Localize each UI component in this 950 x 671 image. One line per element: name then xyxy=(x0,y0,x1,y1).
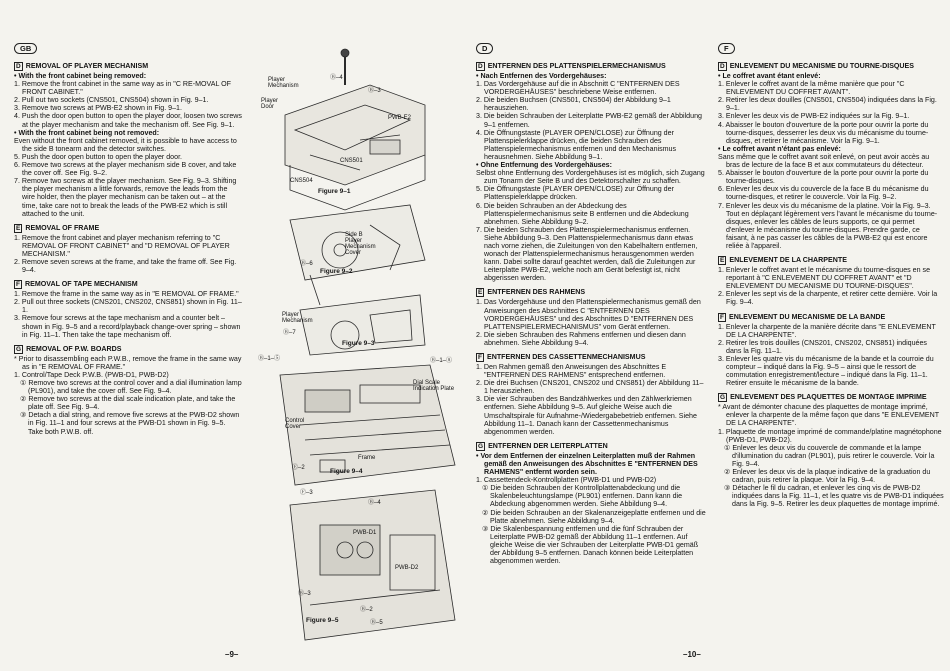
page-9 xyxy=(0,0,470,671)
instruction-line: Sans même que le coffret avant soit enlevé, on peut avoir accès au bras de lecture de la face B et aux commutateurs du détecteur. xyxy=(718,152,930,170)
label-b6: Ⓑ–6 xyxy=(300,261,313,267)
section-d xyxy=(14,62,242,218)
figure-9-3-label: Figure 9–3 xyxy=(342,340,375,347)
label-b4: Ⓑ–4 xyxy=(330,75,343,81)
section-e xyxy=(476,288,706,347)
instruction-line: 1. Enlever le coffret avant de la même manière que pour "C ENLEVEMENT DU COFFRET AVANT". xyxy=(718,80,905,97)
german-sections xyxy=(476,62,706,565)
instruction-line: 1. Control/Tape Deck P.W.B. (PWB-D1, PWB-D2) xyxy=(14,370,169,379)
section-heading xyxy=(14,280,242,289)
section-e xyxy=(718,256,944,306)
section-g xyxy=(476,442,706,565)
instruction-line: ③ Détacher le fil du cadran, et enlever les cinq vis de PWB-D2 indiquées dans la Fig. 11–1, et les quatre vis de PWB-D1 indiquées dans la Fig. 9–5. Retirer les deux plaquettes de montage imprimé. xyxy=(724,484,944,509)
section-letter: G xyxy=(16,345,22,353)
section-f xyxy=(718,313,944,388)
label-e2: Ⓔ–2 xyxy=(292,465,305,471)
section-g xyxy=(718,393,944,508)
instruction-line: • With the front cabinet being removed: xyxy=(14,72,147,80)
instruction-line: 7. Enlever les deux vis du mécanisme de la platine. Voir la Fig. 9–3. Tout en déplaçant légèrement vers l'avant le mécanisme du tourne-disques, enlever les câbles de leurs supports, ce qui permet d'enlever le mécanisme du tourne-disques. Prendre garde, ce faisant, à ne pas casser les câbles de la PWB-E2 qui est encore reliée à l'appareil. xyxy=(718,201,938,250)
instruction-line: 2. Pull out two sockets (CNS501, CNS504) shown in Fig. 9–1. xyxy=(14,96,209,105)
instruction-line: 5. Abaisser le bouton d'ouverture de la porte pour ouvrir la porte du tourne-disques. xyxy=(718,169,929,186)
language-badge: GB xyxy=(14,43,37,54)
section-letter: G xyxy=(478,442,484,450)
instruction-line: ① Enlever les deux vis du couvercle de commande et la lampe d'illumination du cadran (PL901), puis retirer le couvercle. Voir la Fig. 9–4. xyxy=(724,443,935,468)
label-b1-8: Ⓑ–1–⑧ xyxy=(430,358,453,364)
french-sections xyxy=(718,62,944,509)
section-g xyxy=(14,345,242,436)
instruction-line: 1. Den Rahmen gemäß den Anweisungen des Abschnittes E "ENTFERNEN DES RAHMENS" entsprechend entfernen. xyxy=(476,363,667,380)
instruction-line: 2. Die drei Buchsen (CNS201, CNS202 und CNS851) der Abbildung 11–1 herausziehen. xyxy=(476,379,704,396)
section-letter: D xyxy=(478,63,483,70)
page-number-10: –10– xyxy=(683,650,701,659)
label-player-mechanism: Player Mechanism xyxy=(268,77,299,89)
instruction-line: • Vor dem Entfernen der einzelnen Leiterplatten muß der Rahmen gemäß den Anweisungen des Abschnittes E "ENTFERNEN DES RAHMENS" entfernt worden sein. xyxy=(476,451,698,477)
section-heading xyxy=(14,62,242,71)
instruction-line: 5. Push the door open button to open the player door. xyxy=(14,152,183,161)
section-heading xyxy=(14,224,242,233)
section-heading xyxy=(718,393,944,402)
section-title: ENTFERNEN DES RAHMENS xyxy=(487,288,586,297)
label-dial-scale: Dial Scale Indication Plate xyxy=(413,380,455,392)
section-heading xyxy=(718,313,944,322)
instruction-line: 1. Enlever le coffret avant et le mécanisme du tourne-disques en se reportant à "C ENLEVEMENT DU COFFRET AVANT" et "D ENLEVEMENT DU MECANISME DU TOURNE-DISQUES". xyxy=(718,266,931,291)
instruction-line: • Nach Entfernen des Vordergehäuses: xyxy=(476,72,607,80)
section-letter: E xyxy=(16,224,21,232)
section-title: ENTFERNEN DER LEITERPLATTEN xyxy=(488,441,608,450)
section-title: ENLEVEMENT DU MECANISME DE LA BANDE xyxy=(728,312,886,321)
instruction-line: ③ Die Skalenbespannung entfernen und die fünf Schrauben der Leiterplatte PWB-D2 gemäß der Abbildung 11–1 entfernen. Auf gleiche Weise die vier Schrauben der Leiterplatte PWB-D1 gemäß der Abbildung 9–5 entfernen. Danach können beide Leiterplatten abgenommen werden. xyxy=(482,524,699,566)
section-heading xyxy=(476,442,706,451)
instruction-line: • Le coffret avant n'étant pas enlevé: xyxy=(718,144,841,153)
instruction-line: 6. Die beiden Schrauben an der Abdeckung des Plattenspielermechanismus seite B entfernen und die Abdeckung abnehmen. Siehe Abbildung 9–2. xyxy=(476,201,689,226)
instruction-line: 3. Remove four screws at the tape mechanism and a counter belt – shown in Fig. 9–5 and a record/playback change-over spring – shown in Fig. 11–1. Then take the tape mechanism off. xyxy=(14,314,241,339)
instruction-line: 6. Enlever les deux vis du couvercle de la face B du mécanisme du tourne-disques, et retirer le couvercle. Voir la Fig. 9–2. xyxy=(718,185,929,202)
instruction-line: 5. Die Öffnungstaste (PLAYER OPEN/CLOSE) zur Öffnung der Plattenspielerklappe drücken. xyxy=(476,185,674,202)
section-title: REMOVAL OF TAPE MECHANISM xyxy=(24,280,138,289)
label-cns504: CNS504 xyxy=(290,178,313,184)
section-letter: D xyxy=(16,63,21,70)
section-d xyxy=(718,62,944,250)
label-pwb-d2: PWB-D2 xyxy=(395,565,419,571)
column-english xyxy=(14,43,242,436)
instruction-line: 1. Remove the front cabinet and player mechanism referring to "C REMOVAL OF FRONT CABINET" and "D REMOVAL OF PLAYER MECHANISM." xyxy=(14,233,230,258)
section-e xyxy=(14,224,242,274)
label-player-mechanism-2: Player Mechanism xyxy=(282,312,313,324)
column-french xyxy=(718,43,944,509)
section-title: REMOVAL OF FRAME xyxy=(25,223,100,232)
section-title: ENLEVEMENT DU MECANISME DU TOURNE-DISQUES xyxy=(729,62,915,70)
label-cns501: CNS501 xyxy=(340,158,363,164)
instruction-line: 2. Retirer les deux douilles (CNS501, CNS504) indiquées dans la Fig. 9–1. xyxy=(718,96,937,113)
instruction-line: 1. Remove the front cabinet in the same way as in "C RE-MOVAL OF FRONT CABINET." xyxy=(14,80,231,97)
section-title: ENLEVEMENT DES PLAQUETTES DE MONTAGE IMPRIME xyxy=(730,393,927,402)
figures-illustration xyxy=(250,45,465,650)
label-b1-5: Ⓑ–1–⑤ xyxy=(258,356,281,362)
label-b7: Ⓑ–7 xyxy=(283,330,296,336)
instruction-line: 4. Abaisser le bouton d'ouverture de la porte pour ouvrir la porte du tourne-disques, desserrer les deux vis du mécanisme du tourne-disques, et retirer le mécanisme. Voir la Fig. 9–1. xyxy=(718,120,929,145)
label-b3-fig5: Ⓑ–3 xyxy=(298,591,311,597)
label-side-b-cover: Side B Player Mechanism Cover xyxy=(345,232,376,256)
instruction-line: • Le coffret avant étant enlevé: xyxy=(718,72,821,80)
language-badge-de: D xyxy=(476,43,493,54)
label-b2: Ⓑ–2 xyxy=(360,607,373,613)
section-title: REMOVAL OF P.W. BOARDS xyxy=(26,344,122,353)
instruction-line: ② Die beiden Schrauben an der Skalenanzeigeplatte entfernen und die Platte abnehmen. Siehe Abbildung 9–4. xyxy=(482,508,706,525)
instruction-line: 6. Remove two screws at the player mechanism side B cover, and take the cover off. See Fig. 9–2. xyxy=(14,161,237,178)
label-pwb-e2: PWB-E2 xyxy=(388,115,412,121)
section-heading xyxy=(718,256,944,265)
instruction-line: 1. Das Vordergehäuse auf die in Abschnitt C "ENTFERNEN DES VORDERGEHÄUSES" beschriebene Weise entfernen. xyxy=(476,80,680,97)
column-german xyxy=(476,43,706,565)
section-letter: E xyxy=(720,257,725,265)
instruction-line: Even without the front cabinet removed, it is possible to have access to the side B tonearm and the detector switches. xyxy=(14,136,237,153)
figure-9-1-label: Figure 9–1 xyxy=(318,188,351,195)
label-frame: Frame xyxy=(358,455,376,461)
instruction-line: 4. Die Öffnungstaste (PLAYER OPEN/CLOSE) zur Öffnung der Plattenspielerklappe drücken, die beiden Schrauben des Plattenspielermechanismus entfernen und den Mechanismus herausnehmen. Siehe Abbildung 9–1. xyxy=(476,128,677,161)
instruction-line: ③ Detach a dial string, and remove five screws at the PWB-D2 shown in Fig. 11–1 and four screws at the PWB-D1 shown in Fig. 9–5. Take both P.W.B. off. xyxy=(20,411,240,436)
instruction-line: * Avant de démonter chacune des plaquettes de montage imprimé, enlever la charpente de la même façon que dans "E ENLEVEMENT DE LA CHARPENTE". xyxy=(718,403,939,428)
section-letter: G xyxy=(720,394,726,402)
section-heading xyxy=(718,62,944,71)
instruction-line: 2. Retirer les trois douilles (CNS201, CNS202, CNS851) indiquées dans la Fig. 11–1. xyxy=(718,338,927,355)
section-heading xyxy=(476,288,706,297)
instruction-line: 1. Cassettendeck-Kontrollplatten (PWB-D1 und PWB-D2) xyxy=(476,476,657,485)
instruction-line: 1. Enlever la charpente de la manière décrite dans "E ENLEVEMENT DE LA CHARPENTE". xyxy=(718,322,936,339)
instruction-line: • Ohne Entfernung des Vordergehäuses: xyxy=(476,161,612,170)
instruction-line: 3. Enlever les deux vis de PWB-E2 indiquées sur la Fig. 9–1. xyxy=(718,112,910,121)
section-f xyxy=(476,353,706,436)
section-title: ENLEVEMENT DE LA CHARPENTE xyxy=(729,256,847,265)
page-10 xyxy=(470,0,950,671)
instruction-line: 3. Die vier Schrauben des Bandzählwerkes und den Zählwerkriemen entfernen. Siehe Abbildung 9–5. Auf gleiche Weise auch die Umschaltspirale für Aufnahme-/Wiedergabebetrieb entfernen. Siehe Abbildung 11–1. Danach kann der Cassettenmechanismus abgenommen werden. xyxy=(476,395,697,436)
instruction-line: 1. Das Vordergehäuse und den Plattenspielermechanismus gemäß den Anweisungen des Abschnittes C "ENTFERNEN DES VORDERGEHÄUSES" und des Abschnittes D "ENTFERNEN DES PLATTENSPIELERMECHANISMUS" vom Gerät entfernen. xyxy=(476,298,701,331)
instruction-line: 1. Plaquette de montage imprimé de commande/platine magnétophone (PWB-D1, PWB-D2). xyxy=(718,427,942,444)
instruction-line: 2. Remove seven screws at the frame, and take the frame off. See Fig. 9–4. xyxy=(14,257,237,275)
instruction-line: 2. Pull out three sockets (CNS201, CNS202, CNS851) shown in Fig. 11–1. xyxy=(14,298,242,315)
label-pwb-d1: PWB-D1 xyxy=(353,530,377,536)
instruction-line: 3. Remove two screws at PWB-E2 shown in Fig. 9–1. xyxy=(14,104,182,113)
figure-9-5-label: Figure 9–5 xyxy=(306,617,339,624)
section-title: ENTFERNEN DES CASSETTENMECHANISMUS xyxy=(486,353,646,361)
instruction-line: 4. Push the door open button to open the player door, loosen two screws at the player mechanism and take the mechanism off. See Fig. 9–1. xyxy=(14,112,242,129)
instruction-line: 2. Die beiden Buchsen (CNS501, CNS504) der Abbildung 9–1 herausziehen. xyxy=(476,96,671,113)
label-f3: Ⓕ–3 xyxy=(300,490,313,496)
instruction-line: • With the front cabinet being not removed: xyxy=(14,128,160,137)
instruction-line: 7. Remove two screws at the player mechanism. See Fig. 9–3. Shifting the player mechanism a little forwards, remove the leads from the wire holder, then the player mechanism can be taken out – at the time, take care not to break the leads of the PWB-E2 which is still attached to the unit. xyxy=(14,177,237,218)
section-f xyxy=(14,280,242,339)
language-badge-fr: F xyxy=(718,43,735,54)
section-letter: F xyxy=(720,313,724,321)
figure-9-4-label: Figure 9–4 xyxy=(330,468,363,475)
section-letter: F xyxy=(478,354,482,361)
instruction-line: 2. Enlever les sept vis de la charpente, et retirer cette dernière. Voir la Fig. 9–4. xyxy=(718,290,938,307)
instruction-line: 3. Die beiden Schrauben der Leiterplatte PWB-E2 gemäß der Abbildung 9–1 entfernen. xyxy=(476,112,702,129)
instruction-line: 2. Die sieben Schrauben des Rahmens entfernen und diesen dann abnehmen. Siehe Abbildung 9–4. xyxy=(476,330,686,347)
instruction-line: ② Enlever les deux vis de la plaque indicative de la graduation du cadran, puis retirer la plaque. Voir la Fig. 9–4. xyxy=(724,468,931,485)
instruction-line: ① Remove two screws at the control cover and a dial illumination lamp (PL901), and take the cover off. See Fig. 9–4. xyxy=(20,379,242,396)
instruction-line: Selbst ohne Entfernung des Vordergehäuses ist es möglich, sich Zugang zum Tonarm der Seite B und des Detektorschalter zu schaffen. xyxy=(476,169,705,186)
page-number-9: –9– xyxy=(225,650,239,659)
section-letter: E xyxy=(478,289,483,297)
section-letter: F xyxy=(16,281,20,289)
instruction-line: ② Remove two screws at the dial scale indication plate, and take the plate off. See Fig. 9–4. xyxy=(20,395,236,412)
section-heading xyxy=(476,62,706,71)
section-letter: D xyxy=(720,63,725,70)
section-heading xyxy=(476,353,706,362)
label-b4-fig5: Ⓑ–4 xyxy=(368,500,381,506)
section-title: REMOVAL OF PLAYER MECHANISM xyxy=(25,62,149,70)
instruction-line: * Prior to disassembling each P.W.B., remove the frame in the same way as in "E REMOVAL OF FRAME." xyxy=(14,354,242,371)
section-d xyxy=(476,62,706,282)
label-b3: Ⓑ–3 xyxy=(368,88,381,94)
instruction-line: 3. Enlever les quatre vis du mécanisme de la bande et la courroie du compteur – indiqué dans la Fig. 9–5 – ainsi que le ressort de commutation enregistrement/lecture – indiqué dans la Fig. 11–1. Retirer ensuite le mécanisme de la bande. xyxy=(718,354,934,388)
section-heading xyxy=(14,345,242,354)
label-player-door: Player Door xyxy=(261,98,279,110)
english-sections xyxy=(14,62,242,436)
instruction-line: 7. Die beiden Schrauben des Plattenspielermechanismus entfernen. Siehe Abbildung 9–3. Den Plattenspielermechanismus dann etwas nach vorne ziehen, die Zuleitungen von den Kabelhaltern entfernen, wonach der Plattenspielermechanismus herausgenommen werden kann. Dabei sollte darauf geachtet werden, daß die Zuleitungen zur Leiterplatte PWB-E2, welche noch am Gerät befestigt ist, nicht abgerissen werden. xyxy=(476,225,698,283)
label-control-cover: Control Cover xyxy=(285,418,305,430)
instruction-line: ① Die beiden Schrauben der Kontrollplattenabdeckung und die Skalenbeleuchtungslampe (PL901) entfernen. Dann kann die Abdeckung abgenommen werden. Siehe Abbildung 9–4. xyxy=(482,484,683,509)
section-title: ENTFERNEN DES PLATTENSPIELERMECHANISMUS xyxy=(487,62,666,70)
instruction-line: 1. Remove the frame in the same way as in "E REMOVAL OF FRAME." xyxy=(14,290,239,299)
figure-9-2-label: Figure 9–2 xyxy=(320,268,353,275)
label-b5: Ⓑ–5 xyxy=(370,620,383,626)
